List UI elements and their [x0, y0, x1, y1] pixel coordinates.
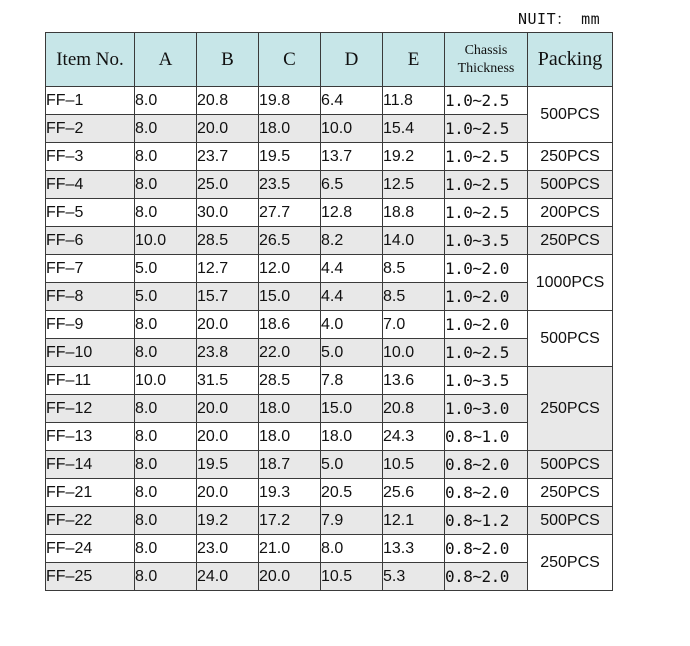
a-cell: 8.0 — [135, 563, 197, 591]
chassis-thickness-cell: 1.0~2.5 — [445, 115, 528, 143]
b-cell: 20.8 — [197, 87, 259, 115]
e-cell: 5.3 — [383, 563, 445, 591]
e-cell: 10.5 — [383, 451, 445, 479]
header-chassis-line1: Chassis — [464, 42, 508, 58]
item-no-cell: FF–9 — [46, 311, 135, 339]
d-cell: 8.2 — [321, 227, 383, 255]
a-cell: 8.0 — [135, 311, 197, 339]
b-cell: 20.0 — [197, 115, 259, 143]
b-cell: 23.8 — [197, 339, 259, 367]
d-cell: 4.4 — [321, 255, 383, 283]
item-no-cell: FF–4 — [46, 171, 135, 199]
b-cell: 23.0 — [197, 535, 259, 563]
table-row — [46, 311, 613, 339]
table-row — [46, 395, 613, 423]
c-cell: 18.0 — [259, 115, 321, 143]
a-cell: 8.0 — [135, 339, 197, 367]
c-cell: 28.5 — [259, 367, 321, 395]
chassis-thickness-cell: 0.8~1.2 — [445, 507, 528, 535]
c-cell: 19.5 — [259, 143, 321, 171]
e-cell: 12.5 — [383, 171, 445, 199]
b-cell: 28.5 — [197, 227, 259, 255]
table-row — [46, 507, 613, 535]
e-cell: 13.3 — [383, 535, 445, 563]
item-no-cell: FF–13 — [46, 423, 135, 451]
d-cell: 10.5 — [321, 563, 383, 591]
a-cell: 8.0 — [135, 451, 197, 479]
chassis-thickness-cell: 0.8~2.0 — [445, 451, 528, 479]
header-chassis-thickness — [445, 33, 528, 87]
d-cell: 4.4 — [321, 283, 383, 311]
c-cell: 26.5 — [259, 227, 321, 255]
table-row — [46, 255, 613, 283]
chassis-thickness-cell: 0.8~2.0 — [445, 535, 528, 563]
chassis-thickness-cell: 1.0~2.5 — [445, 199, 528, 227]
spec-table — [45, 32, 613, 591]
b-cell: 19.5 — [197, 451, 259, 479]
packing-cell: 500PCS — [528, 311, 613, 367]
item-no-cell: FF–6 — [46, 227, 135, 255]
d-cell: 8.0 — [321, 535, 383, 563]
item-no-cell: FF–1 — [46, 87, 135, 115]
e-cell: 18.8 — [383, 199, 445, 227]
b-cell: 30.0 — [197, 199, 259, 227]
d-cell: 7.8 — [321, 367, 383, 395]
header-c: C — [259, 33, 321, 87]
b-cell: 31.5 — [197, 367, 259, 395]
c-cell: 20.0 — [259, 563, 321, 591]
e-cell: 12.1 — [383, 507, 445, 535]
e-cell: 7.0 — [383, 311, 445, 339]
item-no-cell: FF–22 — [46, 507, 135, 535]
item-no-cell: FF–3 — [46, 143, 135, 171]
item-no-cell: FF–25 — [46, 563, 135, 591]
c-cell: 18.0 — [259, 395, 321, 423]
d-cell: 6.5 — [321, 171, 383, 199]
c-cell: 19.8 — [259, 87, 321, 115]
table-row — [46, 283, 613, 311]
packing-cell: 200PCS — [528, 199, 613, 227]
table-row — [46, 451, 613, 479]
d-cell: 15.0 — [321, 395, 383, 423]
c-cell: 18.7 — [259, 451, 321, 479]
chassis-thickness-cell: 1.0~2.0 — [445, 311, 528, 339]
item-no-cell: FF–5 — [46, 199, 135, 227]
table-row — [46, 171, 613, 199]
a-cell: 10.0 — [135, 227, 197, 255]
unit-label: NUIT： mm — [518, 10, 601, 28]
table-row — [46, 367, 613, 395]
c-cell: 23.5 — [259, 171, 321, 199]
e-cell: 8.5 — [383, 283, 445, 311]
packing-cell: 250PCS — [528, 227, 613, 255]
header-d: D — [321, 33, 383, 87]
b-cell: 15.7 — [197, 283, 259, 311]
header-packing: Packing — [528, 33, 613, 87]
packing-cell: 250PCS — [528, 367, 613, 451]
chassis-thickness-cell: 1.0~2.5 — [445, 143, 528, 171]
a-cell: 8.0 — [135, 423, 197, 451]
b-cell: 20.0 — [197, 423, 259, 451]
e-cell: 8.5 — [383, 255, 445, 283]
item-no-cell: FF–12 — [46, 395, 135, 423]
c-cell: 18.0 — [259, 423, 321, 451]
b-cell: 20.0 — [197, 479, 259, 507]
c-cell: 15.0 — [259, 283, 321, 311]
table-row — [46, 479, 613, 507]
a-cell: 8.0 — [135, 87, 197, 115]
table-row — [46, 115, 613, 143]
a-cell: 10.0 — [135, 367, 197, 395]
c-cell: 17.2 — [259, 507, 321, 535]
e-cell: 19.2 — [383, 143, 445, 171]
e-cell: 10.0 — [383, 339, 445, 367]
item-no-cell: FF–21 — [46, 479, 135, 507]
d-cell: 20.5 — [321, 479, 383, 507]
b-cell: 19.2 — [197, 507, 259, 535]
packing-cell: 500PCS — [528, 507, 613, 535]
d-cell: 6.4 — [321, 87, 383, 115]
a-cell: 8.0 — [135, 171, 197, 199]
packing-cell: 1000PCS — [528, 255, 613, 311]
header-b: B — [197, 33, 259, 87]
chassis-thickness-cell: 0.8~2.0 — [445, 479, 528, 507]
table-row — [46, 423, 613, 451]
chassis-thickness-cell: 0.8~1.0 — [445, 423, 528, 451]
packing-cell: 500PCS — [528, 451, 613, 479]
chassis-thickness-cell: 1.0~2.0 — [445, 255, 528, 283]
a-cell: 8.0 — [135, 479, 197, 507]
e-cell: 11.8 — [383, 87, 445, 115]
header-e: E — [383, 33, 445, 87]
header-chassis-line2: Thickness — [457, 60, 515, 76]
table-row — [46, 227, 613, 255]
e-cell: 15.4 — [383, 115, 445, 143]
d-cell: 10.0 — [321, 115, 383, 143]
header-item-no: Item No. — [46, 33, 135, 87]
chassis-thickness-cell: 1.0~3.0 — [445, 395, 528, 423]
a-cell: 8.0 — [135, 535, 197, 563]
d-cell: 5.0 — [321, 339, 383, 367]
b-cell: 23.7 — [197, 143, 259, 171]
chassis-thickness-cell: 1.0~3.5 — [445, 367, 528, 395]
item-no-cell: FF–8 — [46, 283, 135, 311]
a-cell: 8.0 — [135, 199, 197, 227]
header-row — [46, 33, 613, 87]
c-cell: 21.0 — [259, 535, 321, 563]
packing-cell: 500PCS — [528, 171, 613, 199]
header-a: A — [135, 33, 197, 87]
e-cell: 24.3 — [383, 423, 445, 451]
c-cell: 27.7 — [259, 199, 321, 227]
item-no-cell: FF–11 — [46, 367, 135, 395]
a-cell: 5.0 — [135, 255, 197, 283]
item-no-cell: FF–7 — [46, 255, 135, 283]
e-cell: 14.0 — [383, 227, 445, 255]
a-cell: 8.0 — [135, 115, 197, 143]
a-cell: 5.0 — [135, 283, 197, 311]
chassis-thickness-cell: 1.0~3.5 — [445, 227, 528, 255]
d-cell: 13.7 — [321, 143, 383, 171]
c-cell: 18.6 — [259, 311, 321, 339]
packing-cell: 250PCS — [528, 535, 613, 591]
table-row — [46, 143, 613, 171]
c-cell: 22.0 — [259, 339, 321, 367]
b-cell: 12.7 — [197, 255, 259, 283]
chassis-thickness-cell: 0.8~2.0 — [445, 563, 528, 591]
item-no-cell: FF–2 — [46, 115, 135, 143]
c-cell: 12.0 — [259, 255, 321, 283]
d-cell: 5.0 — [321, 451, 383, 479]
packing-cell: 250PCS — [528, 479, 613, 507]
table-row — [46, 199, 613, 227]
table-row — [46, 339, 613, 367]
chassis-thickness-cell: 1.0~2.5 — [445, 87, 528, 115]
table-row — [46, 87, 613, 115]
e-cell: 13.6 — [383, 367, 445, 395]
b-cell: 20.0 — [197, 311, 259, 339]
a-cell: 8.0 — [135, 395, 197, 423]
chassis-thickness-cell: 1.0~2.0 — [445, 283, 528, 311]
b-cell: 20.0 — [197, 395, 259, 423]
a-cell: 8.0 — [135, 507, 197, 535]
b-cell: 25.0 — [197, 171, 259, 199]
b-cell: 24.0 — [197, 563, 259, 591]
d-cell: 18.0 — [321, 423, 383, 451]
packing-cell: 500PCS — [528, 87, 613, 143]
d-cell: 4.0 — [321, 311, 383, 339]
c-cell: 19.3 — [259, 479, 321, 507]
item-no-cell: FF–10 — [46, 339, 135, 367]
a-cell: 8.0 — [135, 143, 197, 171]
e-cell: 25.6 — [383, 479, 445, 507]
packing-cell: 250PCS — [528, 143, 613, 171]
d-cell: 12.8 — [321, 199, 383, 227]
item-no-cell: FF–24 — [46, 535, 135, 563]
table-row — [46, 563, 613, 591]
table-row — [46, 535, 613, 563]
chassis-thickness-cell: 1.0~2.5 — [445, 171, 528, 199]
e-cell: 20.8 — [383, 395, 445, 423]
item-no-cell: FF–14 — [46, 451, 135, 479]
chassis-thickness-cell: 1.0~2.5 — [445, 339, 528, 367]
d-cell: 7.9 — [321, 507, 383, 535]
table-body — [46, 87, 613, 591]
